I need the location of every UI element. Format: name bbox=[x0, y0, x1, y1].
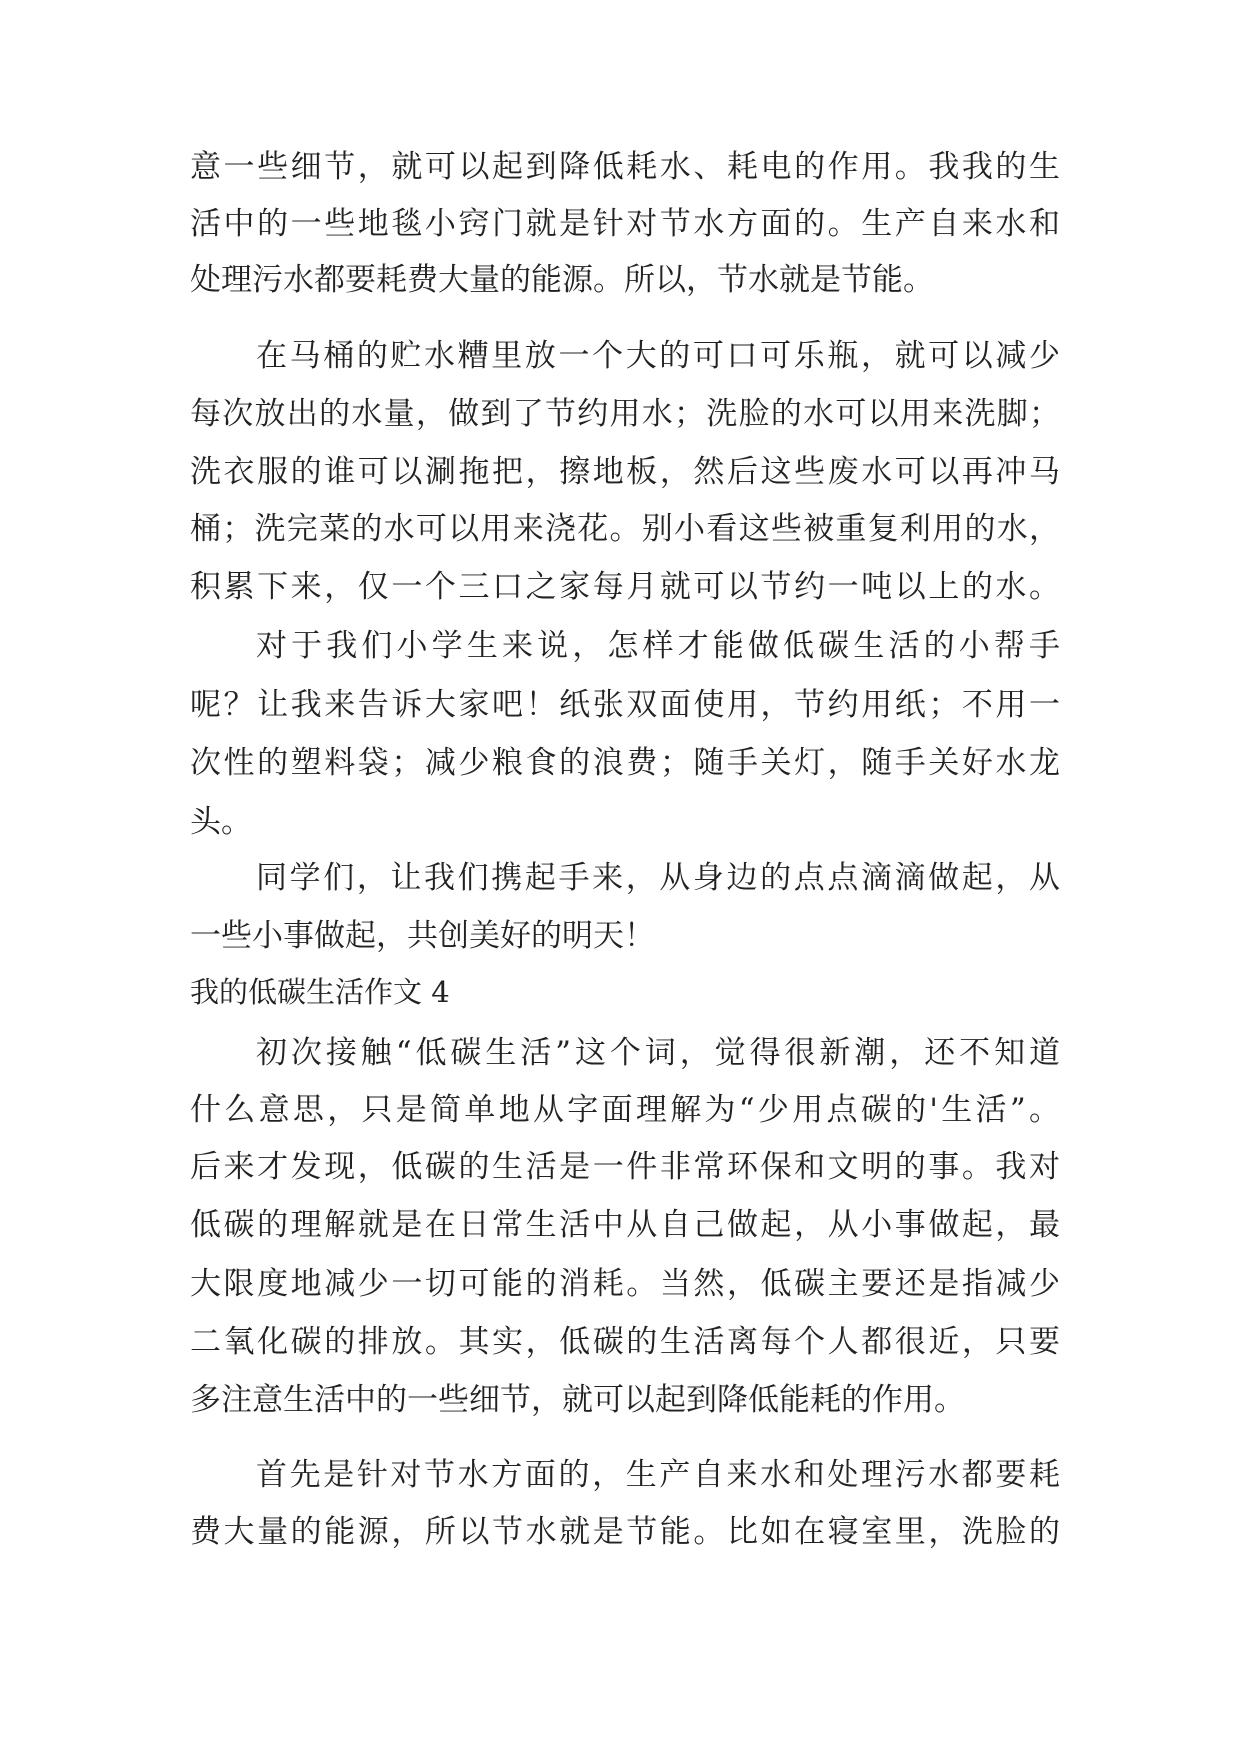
text-line: 次性的塑料袋；减少粮食的浪费；随手关灯，随手关好水龙 bbox=[190, 745, 1060, 781]
text-line: 一些小事做起，共创美好的明天！ bbox=[190, 918, 655, 954]
text-line: 每次放出的水量，做到了节约用水；洗脸的水可以用来洗脚； bbox=[190, 396, 1060, 432]
text-line: 同学们，让我们携起手来，从身边的点点滴滴做起，从 bbox=[256, 860, 1060, 896]
text-line: 后来才发现，低碳的生活是一件非常环保和文明的事。我对 bbox=[190, 1149, 1060, 1185]
text-line: 对于我们小学生来说，怎样才能做低碳生活的小帮手 bbox=[256, 628, 1060, 664]
text-line: 首先是针对节水方面的，生产自来水和处理污水都要耗 bbox=[256, 1457, 1060, 1493]
text-line: 费大量的能源，所以节水就是节能。比如在寝室里，洗脸的 bbox=[190, 1514, 1060, 1550]
text-line: 二氧化碳的排放。其实，低碳的生活离每个人都很近，只要 bbox=[190, 1324, 1060, 1360]
text-line: 积累下来，仅一个三口之家每月就可以节约一吨以上的水。 bbox=[190, 569, 1060, 605]
text-line: 大限度地减少一切可能的消耗。当然，低碳主要还是指减少 bbox=[190, 1266, 1060, 1302]
text-line: 头。 bbox=[190, 804, 252, 840]
text-line: 多注意生活中的一些细节，就可以起到降低能耗的作用。 bbox=[190, 1382, 965, 1418]
text-line: 什么意思，只是简单地从字面理解为“少用点碳的'生活”。 bbox=[190, 1092, 1060, 1128]
text-line: 处理污水都要耗费大量的能源。所以，节水就是节能。 bbox=[190, 262, 934, 298]
text-line: 呢？让我来告诉大家吧！纸张双面使用，节约用纸；不用一 bbox=[190, 687, 1060, 723]
text-line: 在马桶的贮水糟里放一个大的可口可乐瓶，就可以减少 bbox=[256, 338, 1060, 374]
text-line: 桶；洗完菜的水可以用来浇花。别小看这些被重复利用的水， bbox=[190, 511, 1060, 547]
section-heading: 我的低碳生活作文 4 bbox=[190, 975, 450, 1009]
text-line: 活中的一些地毯小窍门就是针对节水方面的。生产自来水和 bbox=[190, 206, 1060, 242]
text-line: 洗衣服的谁可以涮拖把，擦地板，然后这些废水可以再冲马 bbox=[190, 454, 1060, 490]
text-line: 意一些细节，就可以起到降低耗水、耗电的作用。我我的生 bbox=[190, 149, 1060, 185]
text-line: 初次接触“低碳生活”这个词，觉得很新潮，还不知道 bbox=[256, 1035, 1060, 1071]
text-line: 低碳的理解就是在日常生活中从自己做起，从小事做起，最 bbox=[190, 1207, 1060, 1243]
